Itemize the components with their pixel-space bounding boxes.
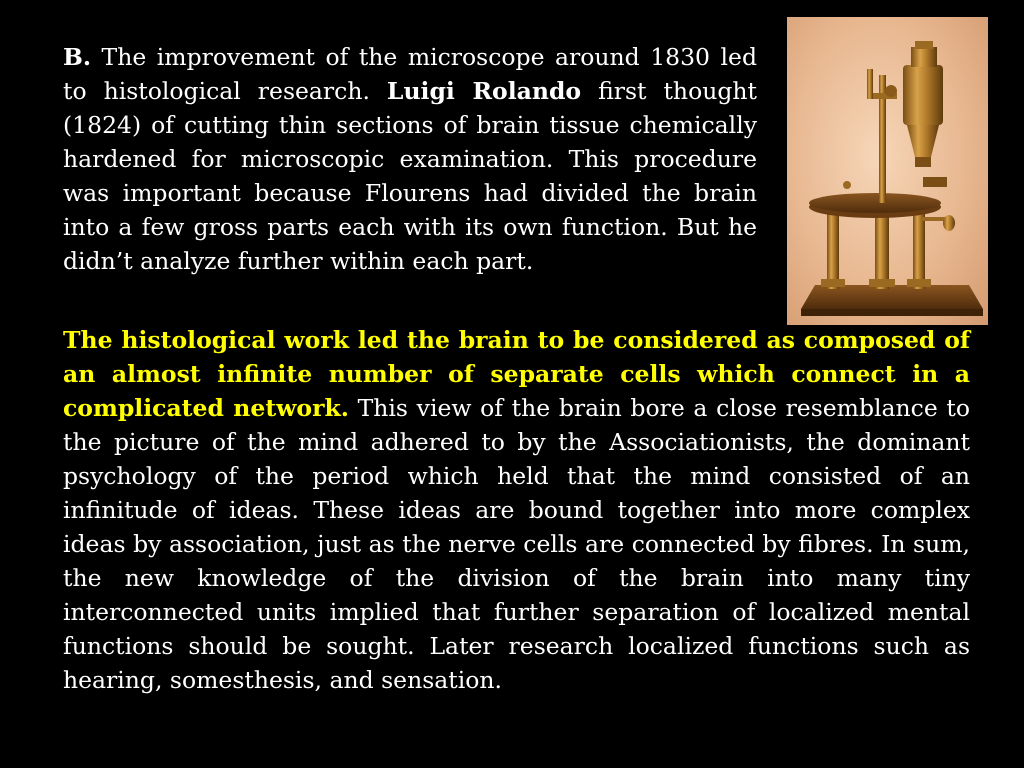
microscope-image [787,17,988,325]
scientist-name: Luigi Rolando [386,77,582,105]
paragraph-b-text-2: first thought (1824) of cutting thin sections of brain tissue chemically hardened for microscopic examination. This procedure was important because Flourens had divided the brain into a few gross parts each with its own function. But he didn’t analyze further within each part. [63,77,757,275]
paragraph-b-text-1: The improvement of the microscope around 1830 led to histological research. [63,43,757,105]
highlight-statement: The histological work led the brain to be considered as composed of an almost infinite number of separate cells which connect in a complicated network. [63,326,970,422]
paragraph-b [63,40,757,278]
paragraph-main-text: This view of the brain bore a close resemblance to the picture of the mind adhered to by the Associationists, the dominant psychology of the period which held that the mind consisted of an infinitude of ideas. These ideas are bound together into more complex ideas by association, just as the nerve cells are connected by fibres. In sum, the new knowledge of the division of the brain into many tiny interconnected units implied that further separation of localized mental functions should be sought. Later research localized functions such as hearing, somesthesis, and sensation. [63,394,971,694]
section-label: B. [63,43,92,71]
microscope-photo [787,17,988,325]
paragraph-main [63,323,970,697]
